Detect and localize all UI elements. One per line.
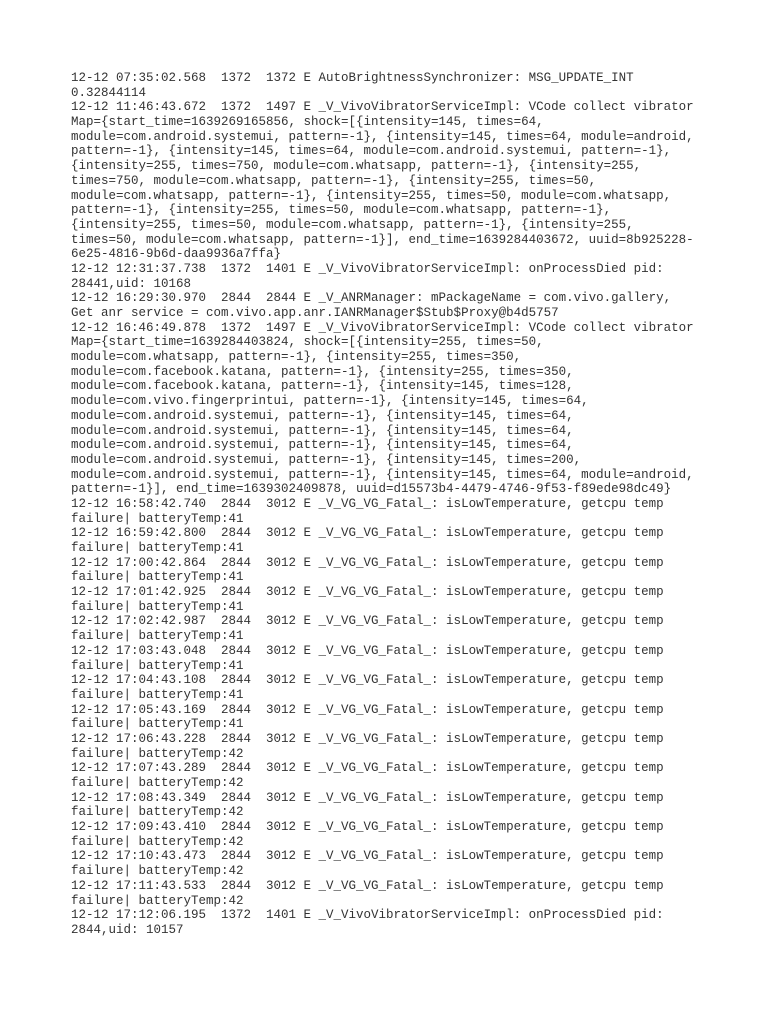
log-line: module=com.whatsapp, pattern=-1}, {intensity=255, times=350, [71,350,522,365]
log-line: 12-12 17:04:43.108 2844 3012 E _V_VG_VG_Fatal_: isLowTemperature, getcpu temp [71,673,664,688]
log-line: 12-12 17:06:43.228 2844 3012 E _V_VG_VG_Fatal_: isLowTemperature, getcpu temp [71,731,664,746]
log-entry [71,526,751,555]
log-line: 12-12 17:01:42.925 2844 3012 E _V_VG_VG_Fatal_: isLowTemperature, getcpu temp [71,585,664,600]
log-line: pattern=-1}, {intensity=255, times=50, module=com.whatsapp, pattern=-1}, [71,203,612,218]
log-line: 12-12 17:02:42.987 2844 3012 E _V_VG_VG_Fatal_: isLowTemperature, getcpu temp [71,614,664,629]
log-line: {intensity=255, times=50, module=com.whatsapp, pattern=-1}, {intensity=255, [71,217,634,232]
log-line: failure| batteryTemp:42 [71,864,244,879]
log-line: 0.32844114 [71,85,147,100]
log-line: 28441,uid: 10168 [71,276,192,291]
log-document [71,71,751,938]
log-line: 12-12 17:11:43.533 2844 3012 E _V_VG_VG_Fatal_: isLowTemperature, getcpu temp [71,878,664,893]
log-line: Map={start_time=1639269165856, shock=[{intensity=145, times=64, [71,115,544,130]
log-line: module=com.android.systemui, pattern=-1}, {intensity=145, times=64, [71,423,574,438]
log-entry [71,497,751,526]
log-line: Get anr service = com.vivo.app.anr.IANRManager$Stub$Proxy@b4d5757 [71,306,559,320]
log-line: failure| batteryTemp:41 [71,599,244,614]
log-line: 12-12 17:03:43.048 2844 3012 E _V_VG_VG_Fatal_: isLowTemperature, getcpu temp [71,643,664,658]
log-entry [71,321,751,497]
log-line: Map={start_time=1639284403824, shock=[{intensity=255, times=50, [71,335,544,350]
log-line: module=com.android.systemui, pattern=-1}, {intensity=145, times=64, module=android, [71,129,694,144]
log-entry [71,262,751,291]
log-line: times=50, module=com.whatsapp, pattern=-1}], end_time=1639284403672, uuid=8b925228- [71,232,694,247]
log-entry [71,556,751,585]
log-entry [71,820,751,849]
log-line: failure| batteryTemp:42 [71,893,244,908]
log-line: pattern=-1}, {intensity=145, times=64, module=com.android.systemui, pattern=-1}, [71,144,672,159]
log-line: times=750, module=com.whatsapp, pattern=-1}, {intensity=255, times=50, [71,173,597,188]
log-entry [71,673,751,702]
log-entry [71,585,751,614]
log-line: 12-12 17:10:43.473 2844 3012 E _V_VG_VG_Fatal_: isLowTemperature, getcpu temp [71,849,664,864]
log-entry [71,791,751,820]
log-line: failure| batteryTemp:41 [71,658,244,673]
log-line: failure| batteryTemp:42 [71,805,244,820]
log-line: module=com.facebook.katana, pattern=-1}, {intensity=255, times=350, [71,364,574,379]
log-entry [71,703,751,732]
log-line: failure| batteryTemp:42 [71,746,244,761]
log-entry [71,761,751,790]
log-line: module=com.whatsapp, pattern=-1}, {intensity=255, times=50, module=com.whatsapp, [71,188,672,203]
log-line: failure| batteryTemp:41 [71,511,244,526]
log-line: failure| batteryTemp:41 [71,570,244,585]
log-line: 12-12 17:08:43.349 2844 3012 E _V_VG_VG_Fatal_: isLowTemperature, getcpu temp [71,790,664,805]
log-line: module=com.android.systemui, pattern=-1}, {intensity=145, times=200, [71,452,582,467]
log-line: module=com.android.systemui, pattern=-1}, {intensity=145, times=64, module=android, [71,467,694,482]
log-entry [71,849,751,878]
log-entry [71,644,751,673]
log-line: 12-12 17:07:43.289 2844 3012 E _V_VG_VG_Fatal_: isLowTemperature, getcpu temp [71,761,664,776]
log-line: 12-12 17:12:06.195 1372 1401 E _V_VivoVibratorServiceImpl: onProcessDied pid: [71,908,664,923]
log-line: 12-12 07:35:02.568 1372 1372 E AutoBrightnessSynchronizer: MSG_UPDATE_INT [71,71,634,85]
log-line: module=com.vivo.fingerprintui, pattern=-1}, {intensity=145, times=64, [71,394,589,409]
log-line: 6e25-4816-9b6d-daa9936a7ffa} [71,247,282,262]
log-line: failure| batteryTemp:42 [71,834,244,849]
log-line: 12-12 16:46:49.878 1372 1497 E _V_VivoVibratorServiceImpl: VCode collect vibrator [71,320,694,335]
log-line: 12-12 16:59:42.800 2844 3012 E _V_VG_VG_Fatal_: isLowTemperature, getcpu temp [71,526,664,541]
log-entry [71,291,751,320]
log-line: module=com.android.systemui, pattern=-1}, {intensity=145, times=64, [71,408,574,423]
log-entry [71,100,751,262]
log-line: 12-12 17:00:42.864 2844 3012 E _V_VG_VG_Fatal_: isLowTemperature, getcpu temp [71,555,664,570]
log-line: failure| batteryTemp:41 [71,687,244,702]
log-line: failure| batteryTemp:41 [71,541,244,555]
log-line: pattern=-1}], end_time=1639302409878, uuid=d15573b4-4479-4746-9f53-f89ede98dc49} [71,482,672,497]
log-entry [71,614,751,643]
log-line: 12-12 17:05:43.169 2844 3012 E _V_VG_VG_Fatal_: isLowTemperature, getcpu temp [71,702,664,717]
log-line: failure| batteryTemp:42 [71,776,244,790]
log-entry [71,908,751,937]
log-line: 12-12 16:29:30.970 2844 2844 E _V_ANRManager: mPackageName = com.vivo.gallery, [71,291,672,306]
log-line: 2844,uid: 10157 [71,922,184,937]
log-line: 12-12 16:58:42.740 2844 3012 E _V_VG_VG_Fatal_: isLowTemperature, getcpu temp [71,496,664,511]
log-line: failure| batteryTemp:41 [71,629,244,644]
log-line: module=com.android.systemui, pattern=-1}, {intensity=145, times=64, [71,438,574,453]
log-line: 12-12 17:09:43.410 2844 3012 E _V_VG_VG_Fatal_: isLowTemperature, getcpu temp [71,820,664,835]
log-entry [71,71,751,100]
log-line: 12-12 11:46:43.672 1372 1497 E _V_VivoVibratorServiceImpl: VCode collect vibrator [71,100,694,115]
log-entry [71,879,751,908]
log-line: 12-12 12:31:37.738 1372 1401 E _V_VivoVibratorServiceImpl: onProcessDied pid: [71,261,664,276]
log-line: {intensity=255, times=750, module=com.whatsapp, pattern=-1}, {intensity=255, [71,159,642,174]
log-line: failure| batteryTemp:41 [71,717,244,732]
log-line: module=com.facebook.katana, pattern=-1}, {intensity=145, times=128, [71,379,574,394]
log-entry [71,732,751,761]
